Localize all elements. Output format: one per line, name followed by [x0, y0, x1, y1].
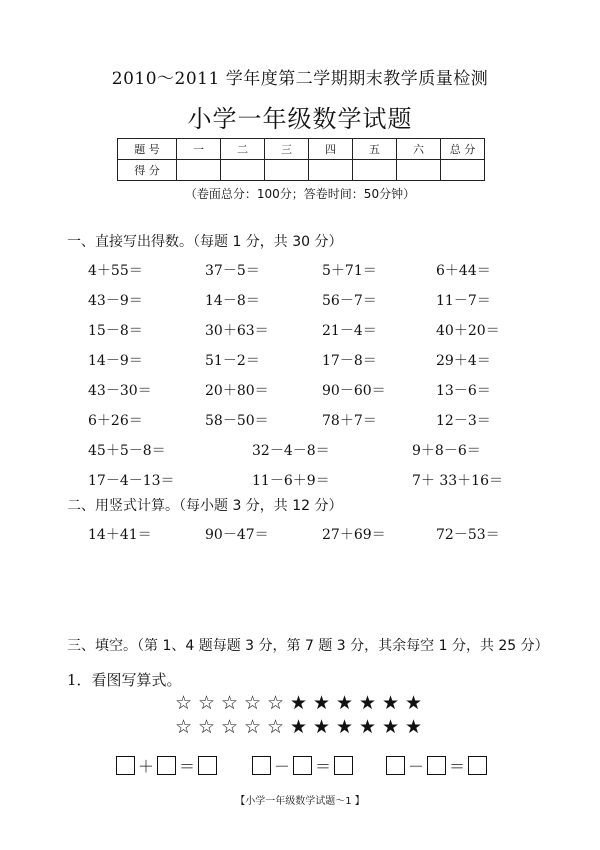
exam-subtitle: 2010～2011 学年度第二学期期末教学质量检测	[111, 69, 489, 89]
hollow-star-icon: ☆	[266, 716, 285, 738]
hollow-star-icon: ☆	[243, 716, 262, 738]
hollow-star-icon: ☆	[266, 692, 285, 714]
problem: 45＋5－8＝	[88, 443, 166, 459]
hollow-star-icon: ☆	[197, 716, 216, 738]
minus-sign: －	[408, 756, 425, 776]
score-blank	[221, 160, 265, 181]
score-blank	[265, 160, 309, 181]
solid-star-icon: ★	[358, 716, 377, 738]
score-blank	[397, 160, 441, 181]
score-cell-section-4: 四	[309, 139, 353, 160]
solid-star-icon: ★	[404, 716, 423, 738]
page-footer: 【小学一年级数学试题～1 】	[235, 796, 365, 807]
solid-star-icon: ★	[289, 716, 308, 738]
star-row-1	[172, 692, 425, 714]
score-cell-section-3: 三	[265, 139, 309, 160]
score-blank	[353, 160, 397, 181]
hollow-star-icon: ☆	[243, 692, 262, 714]
problem: 4＋55＝	[88, 263, 143, 279]
problem: 11－6＋9＝	[252, 473, 330, 489]
solid-star-icon: ★	[381, 716, 400, 738]
score-blank	[177, 160, 221, 181]
problem: 30＋63＝	[205, 323, 269, 339]
problem: 6＋44＝	[436, 263, 491, 279]
score-table	[117, 138, 485, 181]
solid-star-icon: ★	[312, 692, 331, 714]
problem: 56－7＝	[322, 293, 377, 309]
hollow-star-icon: ☆	[174, 692, 193, 714]
problem: 21－4＝	[322, 323, 377, 339]
answer-box[interactable]	[252, 756, 271, 775]
problem: 13－6＝	[436, 383, 491, 399]
equals-sign: ＝	[315, 756, 332, 776]
answer-box[interactable]	[157, 756, 176, 775]
score-cell-section-1: 一	[177, 139, 221, 160]
solid-star-icon: ★	[289, 692, 308, 714]
problem: 17－4－13＝	[88, 473, 175, 489]
equals-sign: ＝	[179, 756, 196, 776]
answer-equation-2	[252, 754, 353, 776]
problem: 20＋80＝	[205, 383, 269, 399]
problem: 37－5＝	[205, 263, 260, 279]
answer-box[interactable]	[116, 756, 135, 775]
star-row-2	[172, 716, 425, 738]
score-cell-total: 总 分	[441, 139, 485, 160]
problem: 12－3＝	[436, 413, 491, 429]
problem: 15－8＝	[88, 323, 143, 339]
question-1-label: 1．看图写算式。	[67, 671, 182, 689]
answer-box[interactable]	[468, 756, 487, 775]
vertical-calc-problem: 14＋41＝	[88, 527, 152, 543]
vertical-calc-problem: 90－47＝	[205, 527, 269, 543]
solid-star-icon: ★	[381, 692, 400, 714]
vertical-calc-problem: 72－53＝	[436, 527, 500, 543]
problem: 51－2＝	[205, 353, 260, 369]
solid-star-icon: ★	[404, 692, 423, 714]
minus-sign: －	[274, 756, 291, 776]
problem: 40＋20＝	[436, 323, 500, 339]
hollow-star-icon: ☆	[174, 716, 193, 738]
section-1-heading: 一、直接写出得数。（每题 1 分，共 30 分）	[67, 234, 343, 250]
score-blank	[309, 160, 353, 181]
answer-box[interactable]	[293, 756, 312, 775]
exam-note: （卷面总分：100分；答卷时间：50分钟）	[184, 187, 416, 201]
vertical-calc-problem: 27＋69＝	[322, 527, 386, 543]
score-table-header-row	[118, 139, 485, 160]
section-2-heading: 二、用竖式计算。（每小题 3 分，共 12 分）	[67, 498, 343, 514]
hollow-star-icon: ☆	[220, 716, 239, 738]
answer-equation-3	[386, 754, 487, 776]
problem: 14－8＝	[205, 293, 260, 309]
score-cell-label: 题 号	[118, 139, 177, 160]
plus-sign: ＋	[138, 756, 155, 776]
exam-title: 小学一年级数学试题	[187, 105, 413, 133]
problem: 14－9＝	[88, 353, 143, 369]
problem: 17－8＝	[322, 353, 377, 369]
solid-star-icon: ★	[335, 716, 354, 738]
problem: 90－60＝	[322, 383, 386, 399]
equals-sign: ＝	[449, 756, 466, 776]
problem: 5＋71＝	[322, 263, 377, 279]
problem: 43－30＝	[88, 383, 152, 399]
score-cell-section-6: 六	[397, 139, 441, 160]
problem: 29＋4＝	[436, 353, 491, 369]
problem: 7＋ 33＋16＝	[412, 473, 503, 489]
answer-box[interactable]	[427, 756, 446, 775]
score-blank	[441, 160, 485, 181]
answer-box[interactable]	[198, 756, 217, 775]
problem: 6＋26＝	[88, 413, 143, 429]
score-row-label: 得 分	[118, 160, 177, 181]
answer-box[interactable]	[386, 756, 405, 775]
score-cell-section-5: 五	[353, 139, 397, 160]
problem: 43－9＝	[88, 293, 143, 309]
section-3-heading: 三、填空。（第 1、4 题每题 3 分，第 7 题 3 分，其余每空 1 分，共 25 分）	[67, 638, 549, 654]
hollow-star-icon: ☆	[220, 692, 239, 714]
problem: 78＋7＝	[322, 413, 377, 429]
problem: 32－4－8＝	[252, 443, 330, 459]
score-table-score-row	[118, 160, 485, 181]
answer-equation-1	[116, 754, 217, 776]
score-cell-section-2: 二	[221, 139, 265, 160]
solid-star-icon: ★	[312, 716, 331, 738]
hollow-star-icon: ☆	[197, 692, 216, 714]
problem: 9＋8－6＝	[412, 443, 481, 459]
solid-star-icon: ★	[335, 692, 354, 714]
problem: 58－50＝	[205, 413, 269, 429]
solid-star-icon: ★	[358, 692, 377, 714]
answer-box[interactable]	[334, 756, 353, 775]
problem: 11－7＝	[436, 293, 491, 309]
